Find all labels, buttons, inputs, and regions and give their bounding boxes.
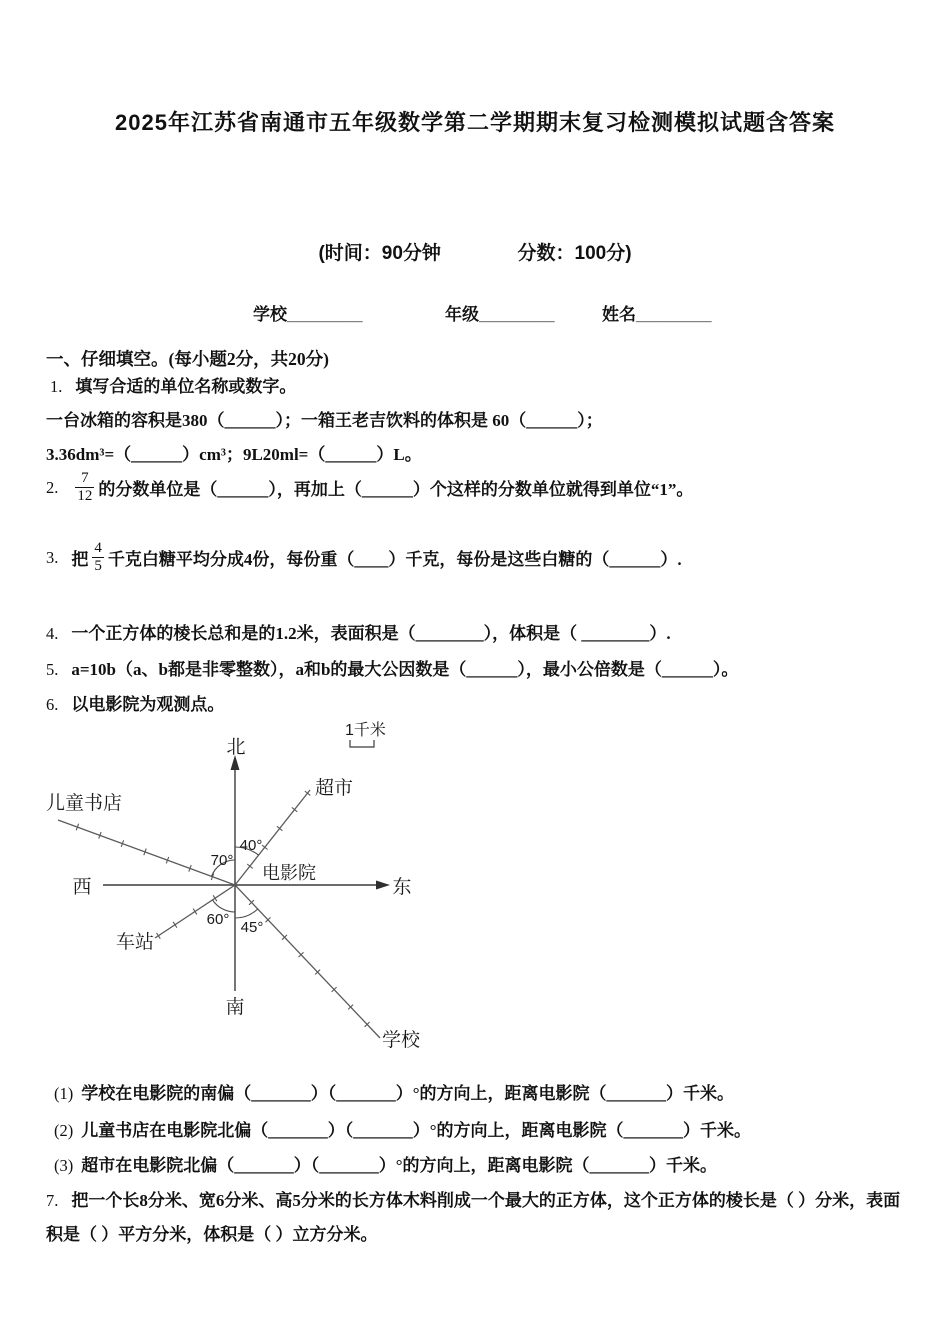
question-6-number: 6. [46, 695, 59, 714]
station-label: 车站 [116, 932, 155, 953]
south-label: 南 [225, 997, 245, 1018]
bookstore-label: 儿童书店 [46, 793, 123, 814]
page-title: 2025年江苏省南通市五年级数学第二学期期末复习检测模拟试题含答案 [115, 110, 835, 135]
school-label: 学校 [382, 1030, 421, 1051]
question-2 [46, 470, 693, 506]
question-6-text: 以电影院为观测点。 [71, 695, 225, 714]
sub-question-2-text: 儿童书店在电影院北偏（_______）（_______）°的方向上，距离电影院（_______）千米。 [81, 1121, 752, 1140]
school-field: 学校________ [253, 305, 363, 324]
question-7 [46, 1184, 900, 1252]
sub-question-2 [54, 1116, 751, 1141]
sub-question-3-number: (3) [54, 1156, 74, 1175]
bookstore-ray-ticks [76, 824, 214, 880]
exam-meta-line [0, 238, 950, 265]
north-label: 北 [226, 737, 246, 758]
fraction-numerator: 7 [81, 470, 89, 486]
question-5-number: 5. [46, 660, 59, 679]
question-4-text: 一个正方体的棱长总和是的1.2米，表面积是（________），体积是（ ________）. [71, 624, 671, 643]
question-1 [50, 372, 296, 397]
angle-70-label: 70° [210, 852, 234, 869]
sub-question-3-text: 超市在电影院北偏（_______）（_______）°的方向上，距离电影院（_______）千米。 [81, 1156, 718, 1175]
west-label: 西 [72, 877, 92, 898]
question-7-text-1: 把一个长8分米、宽6分米、高5分米的长方体木料削成一个最大的正方体，这个正方体的棱长是（ ）分米，表面 [71, 1191, 901, 1210]
question-3 [46, 540, 682, 576]
question-1-number: 1. [50, 377, 63, 396]
arc-45-degrees [235, 909, 258, 918]
question-4-number: 4. [46, 624, 59, 643]
cinema-center-label: 电影院 [262, 863, 316, 883]
question-1-blank-line-1: 一台冰箱的容积是380（______）；一箱王老吉饮料的体积是 60（______）； [46, 411, 603, 430]
east-arrowhead-icon [376, 881, 390, 890]
question-2-number: 2. [46, 477, 59, 497]
bookstore-ray [58, 820, 235, 885]
fraction-7-12 [75, 470, 94, 506]
sub-question-1 [54, 1079, 734, 1104]
school-ray [235, 885, 380, 1038]
fraction-numerator: 4 [94, 540, 102, 556]
total-score: 分数：100分) [517, 243, 632, 264]
section-1-header: 一、仔细填空。(每小题2分，共20分) [46, 349, 329, 369]
sub-question-1-number: (1) [54, 1084, 74, 1103]
sub-question-1-text: 学校在电影院的南偏（_______）（_______）°的方向上，距离电影院（_______）千米。 [81, 1084, 735, 1103]
angle-40-label: 40° [239, 837, 263, 854]
scale-label: 1千米 [345, 722, 386, 739]
fraction-denominator: 12 [77, 488, 93, 505]
question-4 [46, 619, 671, 644]
question-7-number: 7. [46, 1191, 59, 1210]
compass-diagram [40, 703, 470, 1058]
question-2-text: 的分数单位是（______），再加上（______）个这样的分数单位就得到单位“1”。 [98, 480, 694, 500]
sub-question-2-number: (2) [54, 1121, 74, 1140]
grade-field: 年级________ [445, 305, 555, 324]
question-5-text: a=10b（a、b都是非零整数），a和b的最大公因数是（______），最小公倍数是（______）。 [71, 660, 739, 679]
sub-question-3 [54, 1151, 717, 1176]
fraction-4-5 [92, 540, 104, 576]
east-label: 东 [392, 877, 412, 898]
angle-45-label: 45° [240, 919, 264, 936]
name-field: 姓名________ [602, 305, 712, 324]
angle-60-label: 60° [206, 911, 230, 928]
question-7-line-1 [46, 1184, 900, 1218]
time-allocation: (时间：90分钟 [318, 243, 441, 264]
question-7-line-2: 积是（ ）平方分米，体积是（ ）立方分米。 [46, 1225, 378, 1244]
question-3-text: 千克白糖平均分成4份，每份重（____）千克，每份是这些白糖的（______）. [107, 550, 682, 570]
question-3-prefix: 把 [71, 550, 89, 570]
question-5 [46, 655, 738, 680]
fraction-denominator: 5 [94, 558, 102, 575]
question-1-text: 填写合适的单位名称或数字。 [75, 377, 297, 396]
question-3-number: 3. [46, 547, 59, 567]
scale-bracket-icon [350, 740, 374, 747]
question-1-blank-line-2: 3.36dm³=（______）cm³；9L20ml=（______）L。 [46, 445, 422, 464]
supermarket-label: 超市 [315, 778, 354, 799]
